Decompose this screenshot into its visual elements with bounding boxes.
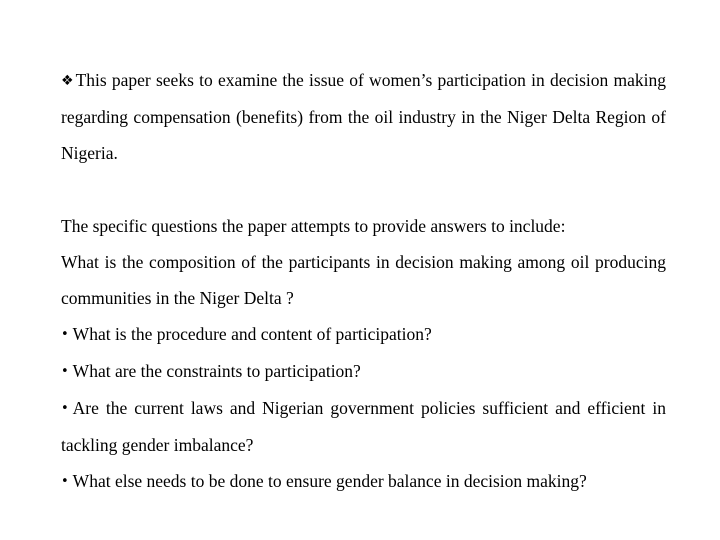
intro-text: This paper seeks to examine the issue of women’s participation in decision making regarding compensation (benefits) from the oil industry in the Niger Delta Region of Nigeria.	[61, 70, 666, 163]
bullet-dot-icon: •	[61, 327, 69, 342]
intro-paragraph	[61, 62, 666, 171]
intro-section	[61, 62, 666, 171]
bullet-dot-icon: •	[61, 364, 69, 379]
question-bullet-text: What are the constraints to participation?	[72, 361, 361, 381]
bullet-dot-icon: •	[61, 401, 69, 416]
questions-section	[61, 208, 666, 500]
question-bullet-text: What else needs to be done to ensure gender balance in decision making?	[72, 471, 587, 491]
question-bullet-item	[61, 463, 666, 500]
first-question: What is the composition of the participants in decision making among oil producing communities in the Niger Delta ?	[61, 252, 666, 308]
question-bullet-item	[61, 353, 666, 390]
question-bullet-item	[61, 316, 666, 353]
questions-heading: The specific questions the paper attempts to provide answers to include:	[61, 216, 566, 236]
question-bullet-text: What is the procedure and content of participation?	[72, 324, 432, 344]
question-bullet-item	[61, 390, 666, 463]
bullet-dot-icon: •	[61, 474, 69, 489]
diamond-bullet-icon: ❖	[61, 73, 74, 89]
question-bullet-text: Are the current laws and Nigerian government policies sufficient and efficient in tackling gender imbalance?	[61, 398, 666, 455]
